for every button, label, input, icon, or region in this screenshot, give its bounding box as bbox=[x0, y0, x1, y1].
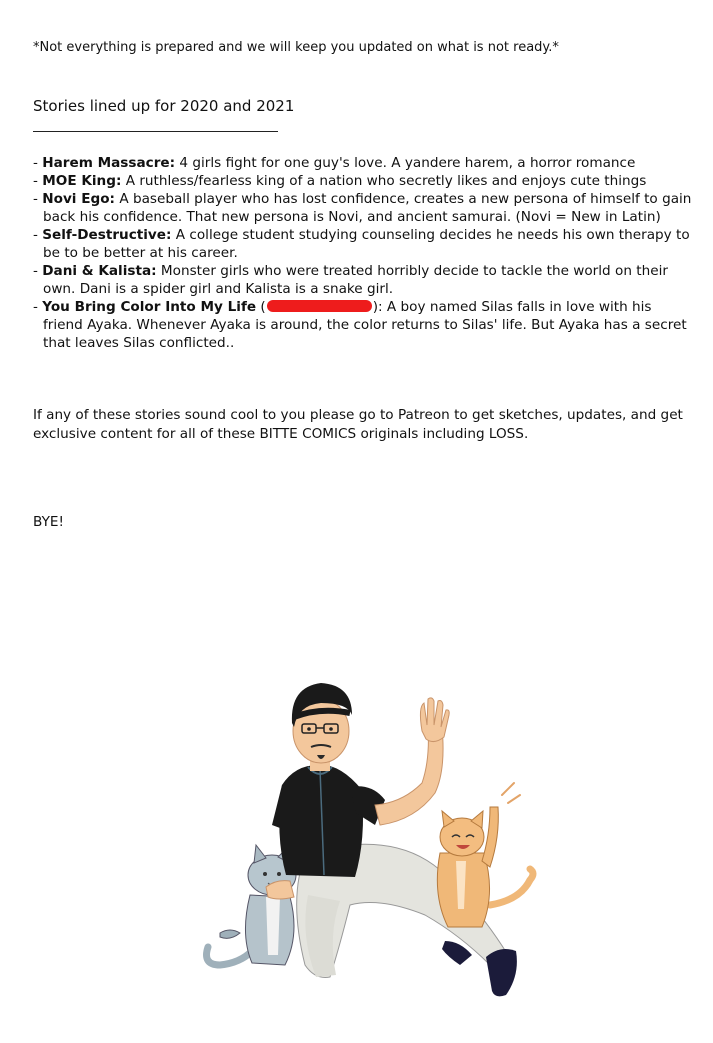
story-desc: A ruthless/fearless king of a nation who secretly likes and enjoys cute things bbox=[125, 173, 647, 189]
story-desc: A baseball player who has lost confidence, creates a new persona of himself to gain back his confidence. That new persona is Novi, and ancient samurai. (Novi = New in Latin) bbox=[43, 191, 692, 225]
list-item: - Self-Destructive: A college student studying counseling decides he needs his own therapy to be to be better at his career. bbox=[33, 227, 690, 261]
story-title: Dani & Kalista: bbox=[42, 263, 157, 279]
patreon-call-to-action: If any of these stories sound cool to you please go to Patreon to get sketches, updates, and get exclusive content for all of these BITTE COMICS originals including LOSS. bbox=[33, 407, 683, 442]
story-desc: 4 girls fight for one guy's love. A yandere harem, a horror romance bbox=[179, 155, 636, 171]
gray-cat bbox=[207, 845, 297, 965]
redaction-mark bbox=[267, 300, 372, 312]
stories-heading: Stories lined up for 2020 and 2021 bbox=[33, 97, 295, 115]
story-title: Self-Destructive: bbox=[42, 227, 172, 243]
title-paren-open: ( bbox=[256, 299, 266, 315]
list-item: - Harem Massacre: 4 girls fight for one guy's love. A yandere harem, a horror romance bbox=[33, 155, 636, 171]
title-paren-close: ): bbox=[372, 299, 383, 315]
story-title: You Bring Color Into My Life bbox=[42, 299, 257, 315]
story-title: MOE King: bbox=[42, 173, 122, 189]
orange-cat bbox=[437, 783, 533, 927]
story-title: Harem Massacre: bbox=[42, 155, 176, 171]
heading-underline bbox=[33, 131, 278, 132]
list-item: - Novi Ego: A baseball player who has lost confidence, creates a new persona of himself to gain back his confidence. That new persona is Novi, and ancient samurai. (Novi = New in Latin) bbox=[33, 191, 692, 225]
disclaimer-note: *Not everything is prepared and we will keep you updated on what is not ready.* bbox=[33, 40, 559, 55]
story-title: Novi Ego: bbox=[42, 191, 115, 207]
story-desc: A college student studying counseling decides he needs his own therapy to be to be better at his career. bbox=[43, 227, 690, 261]
story-list bbox=[33, 154, 693, 352]
list-item: - Dani & Kalista: Monster girls who were treated horribly decide to tackle the world on their own. Dani is a spider girl and Kalista is a snake girl. bbox=[33, 263, 668, 297]
farewell-text: BYE! bbox=[33, 514, 64, 530]
story-desc: Monster girls who were treated horribly decide to tackle the world on their own. Dani is a spider girl and Kalista is a snake girl. bbox=[43, 263, 668, 297]
author-with-cats-illustration bbox=[190, 665, 550, 1010]
list-item: - MOE King: A ruthless/fearless king of a nation who secretly likes and enjoys cute things bbox=[33, 173, 647, 189]
list-item: - You Bring Color Into My Life ( ): A boy named Silas falls in love with his friend Ayaka. Whenever Ayaka is around, the color returns to Silas' life. But Ayaka has a secret that leaves Silas conflicted.. bbox=[33, 299, 687, 351]
story-desc: A boy named Silas falls in love with his friend Ayaka. Whenever Ayaka is around, the color returns to Silas' life. But Ayaka has a secret that leaves Silas conflicted.. bbox=[43, 299, 687, 351]
